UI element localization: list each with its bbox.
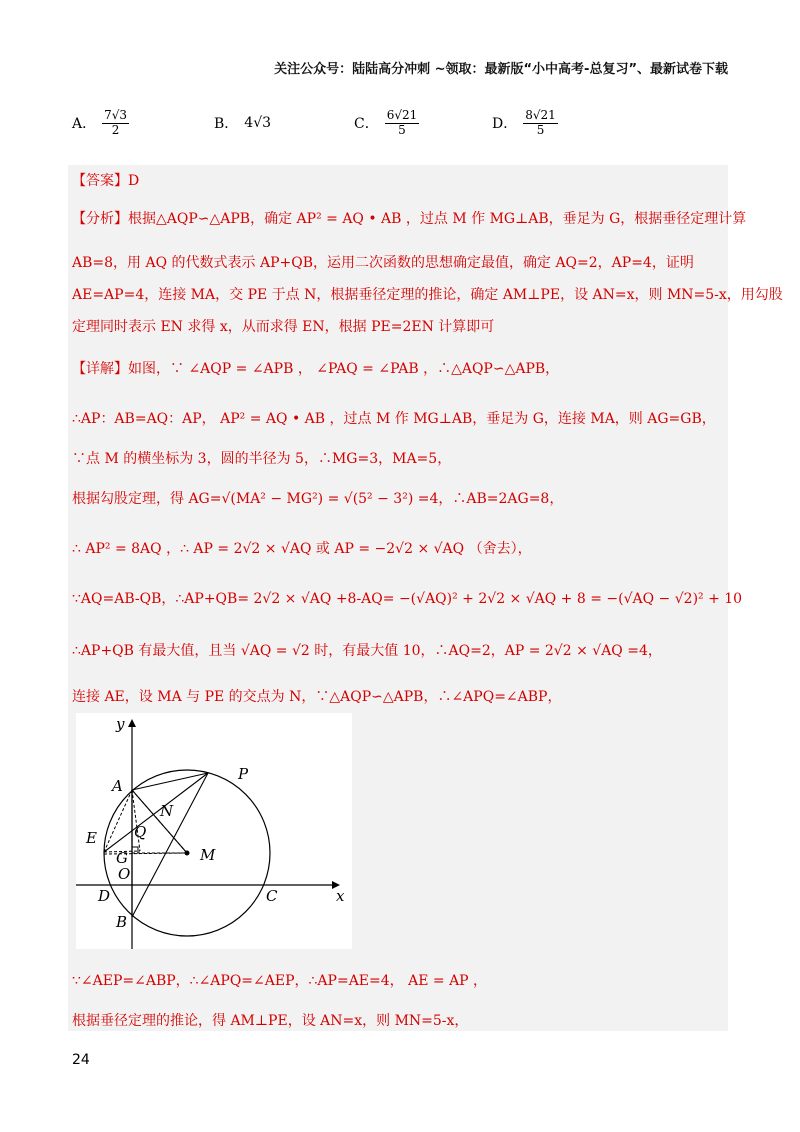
segment-bp — [132, 773, 208, 917]
label-a: A — [112, 777, 123, 795]
label-y: y — [116, 715, 125, 733]
label-e: E — [86, 829, 97, 847]
label-c: C — [266, 887, 278, 905]
answer-choices — [72, 100, 732, 146]
detail-line-3: ∵点 M 的横坐标为 3，圆的半径为 5，∴MG=3，MA=5， — [72, 451, 452, 467]
choice-a-numerator: 7√3 — [104, 108, 128, 123]
choice-c-numerator: 6√21 — [386, 108, 418, 123]
answer-line: 【答案】D — [72, 173, 140, 189]
choice-a-denominator: 2 — [111, 122, 120, 137]
choice-d-fraction — [523, 109, 558, 136]
choice-a-fraction — [102, 109, 129, 136]
y-axis-arrow — [128, 719, 136, 727]
label-n: N — [160, 802, 174, 820]
label-o: O — [118, 865, 131, 883]
point-m — [185, 851, 190, 856]
label-q: Q — [134, 823, 147, 841]
label-g: G — [116, 849, 128, 867]
choice-b-label: B． — [214, 116, 239, 132]
detail-line-9: ∵∠AEP=∠ABP，∴∠APQ=∠AEP，∴AP=AE=4， AE = AP ， — [72, 973, 488, 989]
choice-a-label: A． — [72, 116, 97, 132]
geometry-figure — [76, 713, 352, 949]
detail-line-8: 连接 AE，设 MA 与 PE 的交点为 N，∵△AQP∽△APB，∴∠APQ=∠ABP， — [72, 689, 562, 705]
detail-line-4: 根据勾股定理，得 AG=√(MA² − MG²) = √(5² − 3²) =4，∴AB=2AG=8， — [72, 491, 564, 507]
choice-d-label: D． — [492, 116, 518, 132]
analysis-line-2: AB=8，用 AQ 的代数式表示 AP+QB，运用二次函数的思想确定最值，确定 AQ=2，AP=4，证明 — [72, 255, 694, 271]
analysis-line-3: AE=AP=4，连接 MA，交 PE 于点 N，根据垂径定理的推论，确定 AM⊥PE，设 AN=x，则 MN=5-x，用勾股 — [72, 287, 783, 303]
choice-d-numerator: 8√21 — [525, 108, 556, 123]
choice-b-expression: 4√3 — [244, 115, 272, 131]
detail-line-10: 根据垂径定理的推论，得 AM⊥PE，设 AN=x，则 MN=5-x， — [72, 1013, 469, 1029]
choice-b — [214, 100, 271, 146]
page-header: 关注公众号：陆陆高分冲刺 ~领取：最新版“小中高考-总复习”、最新试卷下载 — [274, 62, 728, 77]
choice-d — [492, 100, 558, 146]
choice-d-denominator: 5 — [536, 122, 545, 137]
right-angle-mark — [132, 847, 138, 853]
segment-am-dashed — [132, 790, 187, 853]
analysis-line-1: 【分析】根据△AQP∽△APB，确定 AP² = AQ • AB ，过点 M 作 MG⊥AB，垂足为 G，根据垂径定理计算 — [72, 211, 747, 227]
choice-c-label: C． — [354, 116, 379, 132]
detail-line-7: ∴AP+QB 有最大值，且当 √AQ = √2 时，有最大值 10，∴AQ=2，AP = 2√2 × √AQ =4， — [72, 643, 662, 659]
label-d: D — [98, 887, 111, 905]
label-m: M — [200, 846, 216, 864]
solution-panel — [68, 165, 783, 1031]
choice-c-denominator: 5 — [398, 122, 406, 137]
geometry-figure-svg — [76, 713, 352, 949]
segment-aq-dashed — [132, 790, 140, 851]
choice-c-fraction — [385, 109, 420, 136]
detail-line-6: ∵AQ=AB-QB，∴AP+QB= 2√2 × √AQ +8-AQ= −(√AQ)² + 2√2 × √AQ + 8 = −(√AQ − √2)² + 10 — [72, 591, 743, 607]
detail-line-5: ∴ AP² = 8AQ ，∴ AP = 2√2 × √AQ 或 AP = −2√2 × √AQ （舍去）， — [72, 541, 532, 557]
label-p: P — [238, 765, 249, 783]
choice-a — [72, 100, 129, 146]
analysis-line-4: 定理同时表示 EN 求得 x，从而求得 EN，根据 PE=2EN 计算即可 — [72, 319, 495, 335]
page-number: 24 — [72, 1052, 90, 1068]
detail-line-2: ∴AP：AB=AQ：AP， AP² = AQ • AB ，过点 M 作 MG⊥AB，垂足为 G，连接 MA，则 AG=GB， — [72, 411, 716, 427]
choice-c — [354, 100, 419, 146]
detail-line-1: 【详解】如图，∵ ∠AQP = ∠APB ， ∠PAQ = ∠PAB ，∴△AQP∽△APB， — [72, 361, 560, 377]
label-b: B — [116, 913, 128, 931]
segment-ae-dashed — [104, 790, 132, 852]
label-x: x — [336, 887, 345, 905]
